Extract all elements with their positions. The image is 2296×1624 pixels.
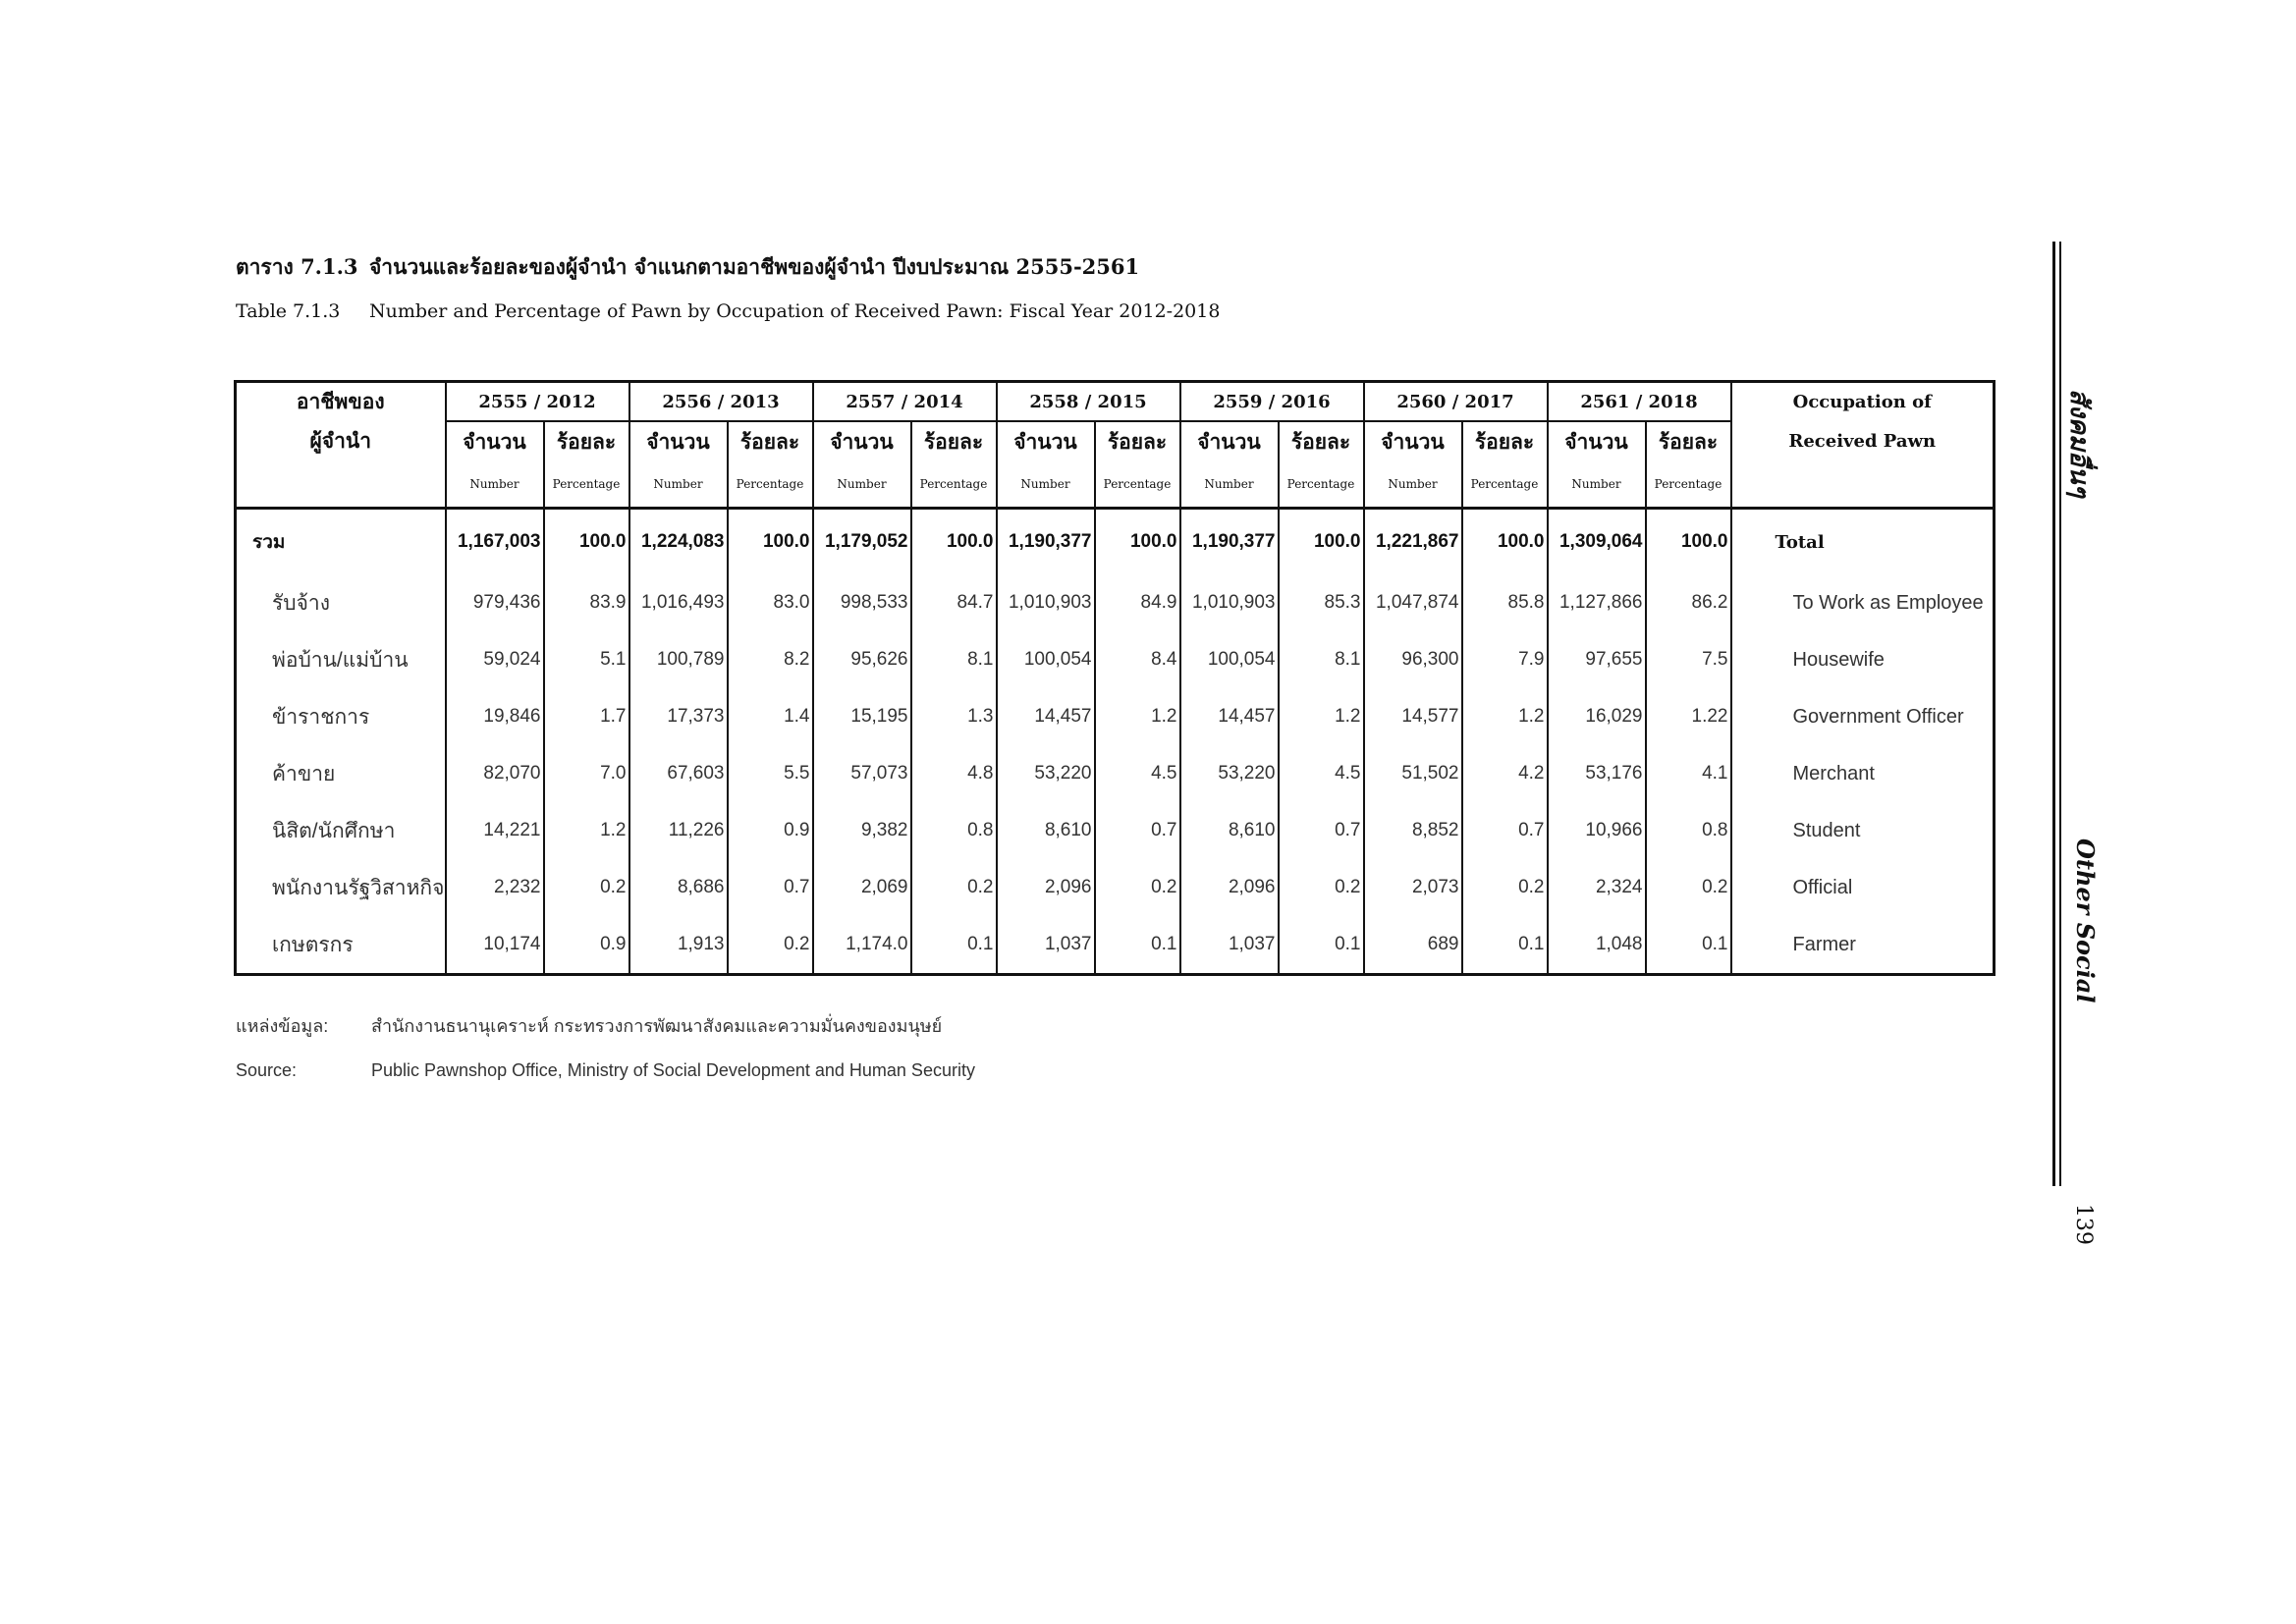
number-cell: 100,054 (1180, 631, 1279, 688)
percent-cell: 84.9 (1095, 574, 1180, 631)
stub-header-spacer-right (1731, 461, 1995, 509)
number-cell: 1,190,377 (1180, 509, 1279, 575)
number-header-thai: จำนวน (997, 421, 1095, 461)
year-header-row (236, 382, 1995, 422)
table-number-thai: ตาราง 7.1.3 (236, 254, 358, 279)
source-thai-text: สำนักงานธนานุเคราะห์ กระทรวงการพัฒนาสังคมและความมั่นคงของมนุษย์ (371, 1016, 943, 1036)
number-cell: 9,382 (813, 802, 911, 859)
occupation-english: Merchant (1731, 745, 1995, 802)
occupation-thai: ข้าราชการ (272, 705, 370, 729)
number-cell: 2,096 (1180, 859, 1279, 916)
percent-header-thai: ร้อยละ (1279, 421, 1364, 461)
number-cell: 51,502 (1364, 745, 1462, 802)
section-label-english: Other Social (2071, 839, 2100, 1003)
percent-cell: 8.4 (1095, 631, 1180, 688)
table-title-thai (236, 251, 1139, 284)
number-cell: 2,096 (997, 859, 1095, 916)
number-cell: 8,610 (997, 802, 1095, 859)
number-header-thai: จำนวน (446, 421, 544, 461)
year-header: 2558 / 2015 (997, 382, 1180, 422)
table-header (236, 382, 1995, 509)
number-cell: 1,010,903 (997, 574, 1095, 631)
percent-cell: 0.8 (911, 802, 997, 859)
table-title-thai-text: จำนวนและร้อยละของผู้จำนำ จำแนกตามอาชีพของผู้จำนำ ปีงบประมาณ 2555-2561 (369, 254, 1140, 279)
number-cell: 96,300 (1364, 631, 1462, 688)
percent-header-english: Percentage (911, 461, 997, 509)
percent-header-thai: ร้อยละ (544, 421, 629, 461)
table-row (236, 802, 1995, 859)
occupation-thai: พนักงานรัฐวิสาหกิจ (272, 876, 445, 899)
occupation-thai: รวม (252, 532, 286, 553)
percent-cell: 100.0 (544, 509, 629, 575)
table-title-english-text: Number and Percentage of Pawn by Occupation of Received Pawn: Fiscal Year 2012-2018 (369, 300, 1221, 322)
percent-cell: 7.9 (1462, 631, 1548, 688)
number-cell: 8,852 (1364, 802, 1462, 859)
number-header-english: Number (1548, 461, 1646, 509)
percent-header-english: Percentage (1646, 461, 1731, 509)
number-cell: 14,457 (1180, 688, 1279, 745)
number-cell: 1,048 (1548, 916, 1646, 975)
number-cell: 53,176 (1548, 745, 1646, 802)
number-cell: 1,179,052 (813, 509, 911, 575)
number-cell: 100,054 (997, 631, 1095, 688)
number-header-thai: จำนวน (1180, 421, 1279, 461)
number-cell: 1,174.0 (813, 916, 911, 975)
occupation-thai: เกษตรกร (272, 933, 354, 956)
number-cell: 998,533 (813, 574, 911, 631)
year-header: 2556 / 2013 (629, 382, 813, 422)
percent-cell: 0.2 (911, 859, 997, 916)
occupation-english: Total (1731, 509, 1995, 575)
percent-header-thai: ร้อยละ (1462, 421, 1548, 461)
percent-cell: 4.8 (911, 745, 997, 802)
number-cell: 19,846 (446, 688, 544, 745)
number-cell: 1,221,867 (1364, 509, 1462, 575)
percent-cell: 1.2 (1095, 688, 1180, 745)
percent-cell: 4.5 (1279, 745, 1364, 802)
percent-cell: 100.0 (1095, 509, 1180, 575)
percent-cell: 100.0 (1646, 509, 1731, 575)
percent-header-thai: ร้อยละ (1095, 421, 1180, 461)
table-row (236, 745, 1995, 802)
number-cell: 100,789 (629, 631, 728, 688)
table-row (236, 688, 1995, 745)
percent-cell: 0.7 (1462, 802, 1548, 859)
percent-cell: 7.5 (1646, 631, 1731, 688)
number-cell: 2,232 (446, 859, 544, 916)
number-cell: 1,309,064 (1548, 509, 1646, 575)
number-header-english: Number (813, 461, 911, 509)
percent-cell: 1.7 (544, 688, 629, 745)
percent-cell: 84.7 (911, 574, 997, 631)
percent-cell: 1.4 (728, 688, 813, 745)
number-cell: 14,457 (997, 688, 1095, 745)
percent-cell: 85.3 (1279, 574, 1364, 631)
page-number: 139 (2071, 1204, 2096, 1245)
percent-cell: 86.2 (1646, 574, 1731, 631)
number-cell: 1,224,083 (629, 509, 728, 575)
percent-cell: 4.2 (1462, 745, 1548, 802)
percent-cell: 1.3 (911, 688, 997, 745)
percent-header-english: Percentage (544, 461, 629, 509)
percent-cell: 0.2 (728, 916, 813, 975)
number-cell: 17,373 (629, 688, 728, 745)
table-row (236, 574, 1995, 631)
year-header: 2555 / 2012 (446, 382, 629, 422)
number-cell: 689 (1364, 916, 1462, 975)
number-cell: 57,073 (813, 745, 911, 802)
number-cell: 1,190,377 (997, 509, 1095, 575)
occupation-english: Student (1731, 802, 1995, 859)
percent-cell: 0.9 (544, 916, 629, 975)
number-cell: 979,436 (446, 574, 544, 631)
percent-cell: 4.5 (1095, 745, 1180, 802)
stub-header-english-line2: Received Pawn (1731, 421, 1995, 461)
number-cell: 1,913 (629, 916, 728, 975)
percent-cell: 0.1 (1646, 916, 1731, 975)
percent-header-english: Percentage (1462, 461, 1548, 509)
occupation-thai: นิสิต/นักศึกษา (272, 819, 396, 842)
side-rule-thick (2052, 242, 2055, 1186)
number-cell: 1,037 (997, 916, 1095, 975)
number-cell: 15,195 (813, 688, 911, 745)
percent-header-english: Percentage (1279, 461, 1364, 509)
stub-header-thai-line2: ผู้จำนำ (309, 430, 372, 453)
percent-cell: 1.2 (1279, 688, 1364, 745)
percent-cell: 4.1 (1646, 745, 1731, 802)
percent-cell: 0.7 (728, 859, 813, 916)
number-cell: 14,577 (1364, 688, 1462, 745)
percent-cell: 0.8 (1646, 802, 1731, 859)
number-header-thai: จำนวน (813, 421, 911, 461)
pawn-occupation-table (234, 380, 1995, 976)
number-cell: 1,047,874 (1364, 574, 1462, 631)
thai-subheader-row (236, 421, 1995, 461)
source-thai-label: แหล่งข้อมูล: (236, 1016, 329, 1036)
number-cell: 1,010,903 (1180, 574, 1279, 631)
table-body (236, 509, 1995, 975)
number-header-english: Number (629, 461, 728, 509)
number-cell: 10,966 (1548, 802, 1646, 859)
number-cell: 2,324 (1548, 859, 1646, 916)
percent-cell: 83.0 (728, 574, 813, 631)
percent-cell: 8.1 (1279, 631, 1364, 688)
percent-header-english: Percentage (728, 461, 813, 509)
number-cell: 14,221 (446, 802, 544, 859)
percent-cell: 0.2 (1646, 859, 1731, 916)
number-cell: 2,073 (1364, 859, 1462, 916)
number-cell: 2,069 (813, 859, 911, 916)
stub-header-thai-line1: อาชีพของ (296, 391, 385, 413)
year-header: 2561 / 2018 (1548, 382, 1731, 422)
percent-cell: 1.2 (544, 802, 629, 859)
percent-cell: 0.7 (1279, 802, 1364, 859)
occupation-thai: ค้าขาย (272, 762, 336, 785)
number-cell: 10,174 (446, 916, 544, 975)
number-header-english: Number (1364, 461, 1462, 509)
percent-header-thai: ร้อยละ (911, 421, 997, 461)
source-english (236, 1060, 975, 1081)
number-cell: 1,127,866 (1548, 574, 1646, 631)
percent-cell: 7.0 (544, 745, 629, 802)
percent-header-thai: ร้อยละ (1646, 421, 1731, 461)
percent-cell: 85.8 (1462, 574, 1548, 631)
number-cell: 95,626 (813, 631, 911, 688)
number-header-english: Number (1180, 461, 1279, 509)
number-cell: 53,220 (1180, 745, 1279, 802)
percent-cell: 0.1 (1279, 916, 1364, 975)
number-cell: 53,220 (997, 745, 1095, 802)
total-row (236, 509, 1995, 575)
percent-cell: 0.1 (1095, 916, 1180, 975)
table-title-english (236, 300, 1220, 322)
english-subheader-row (236, 461, 1995, 509)
percent-cell: 0.1 (1462, 916, 1548, 975)
percent-cell: 0.2 (1095, 859, 1180, 916)
table-row (236, 631, 1995, 688)
percent-cell: 0.1 (911, 916, 997, 975)
number-cell: 8,610 (1180, 802, 1279, 859)
percent-cell: 100.0 (1462, 509, 1548, 575)
occupation-english: Official (1731, 859, 1995, 916)
number-header-thai: จำนวน (1364, 421, 1462, 461)
number-cell: 1,037 (1180, 916, 1279, 975)
year-header: 2557 / 2014 (813, 382, 997, 422)
percent-cell: 5.5 (728, 745, 813, 802)
percent-cell: 100.0 (728, 509, 813, 575)
percent-cell: 5.1 (544, 631, 629, 688)
number-header-english: Number (446, 461, 544, 509)
percent-cell: 100.0 (911, 509, 997, 575)
source-english-text: Public Pawnshop Office, Ministry of Social Development and Human Security (371, 1060, 975, 1080)
occupation-english: Housewife (1731, 631, 1995, 688)
table-number-english: Table 7.1.3 (236, 300, 341, 322)
percent-cell: 8.2 (728, 631, 813, 688)
number-header-thai: จำนวน (1548, 421, 1646, 461)
stub-header-spacer (236, 461, 446, 509)
percent-cell: 1.22 (1646, 688, 1731, 745)
number-cell: 16,029 (1548, 688, 1646, 745)
number-header-thai: จำนวน (629, 421, 728, 461)
side-rule-thin (2059, 242, 2061, 1186)
occupation-english: Government Officer (1731, 688, 1995, 745)
percent-header-english: Percentage (1095, 461, 1180, 509)
percent-cell: 1.2 (1462, 688, 1548, 745)
percent-cell: 8.1 (911, 631, 997, 688)
number-cell: 1,167,003 (446, 509, 544, 575)
percent-cell: 100.0 (1279, 509, 1364, 575)
occupation-thai: พ่อบ้าน/แม่บ้าน (272, 648, 409, 672)
percent-cell: 0.7 (1095, 802, 1180, 859)
number-cell: 59,024 (446, 631, 544, 688)
number-cell: 1,016,493 (629, 574, 728, 631)
percent-header-thai: ร้อยละ (728, 421, 813, 461)
table-row (236, 859, 1995, 916)
occupation-thai: รับจ้าง (272, 591, 330, 615)
percent-cell: 0.2 (544, 859, 629, 916)
table-row (236, 916, 1995, 975)
percent-cell: 0.9 (728, 802, 813, 859)
section-label-thai: สังคมอื่นๆ (2064, 389, 2094, 498)
occupation-english: Farmer (1731, 916, 1995, 975)
number-header-english: Number (997, 461, 1095, 509)
year-header: 2559 / 2016 (1180, 382, 1364, 422)
number-cell: 8,686 (629, 859, 728, 916)
number-cell: 82,070 (446, 745, 544, 802)
year-header: 2560 / 2017 (1364, 382, 1548, 422)
percent-cell: 0.2 (1279, 859, 1364, 916)
percent-cell: 83.9 (544, 574, 629, 631)
percent-cell: 0.2 (1462, 859, 1548, 916)
number-cell: 67,603 (629, 745, 728, 802)
stub-header-english-line1: Occupation of (1731, 382, 1995, 422)
number-cell: 97,655 (1548, 631, 1646, 688)
source-english-label: Source: (236, 1060, 298, 1080)
number-cell: 11,226 (629, 802, 728, 859)
occupation-english: To Work as Employee (1731, 574, 1995, 631)
source-thai (236, 1011, 942, 1040)
